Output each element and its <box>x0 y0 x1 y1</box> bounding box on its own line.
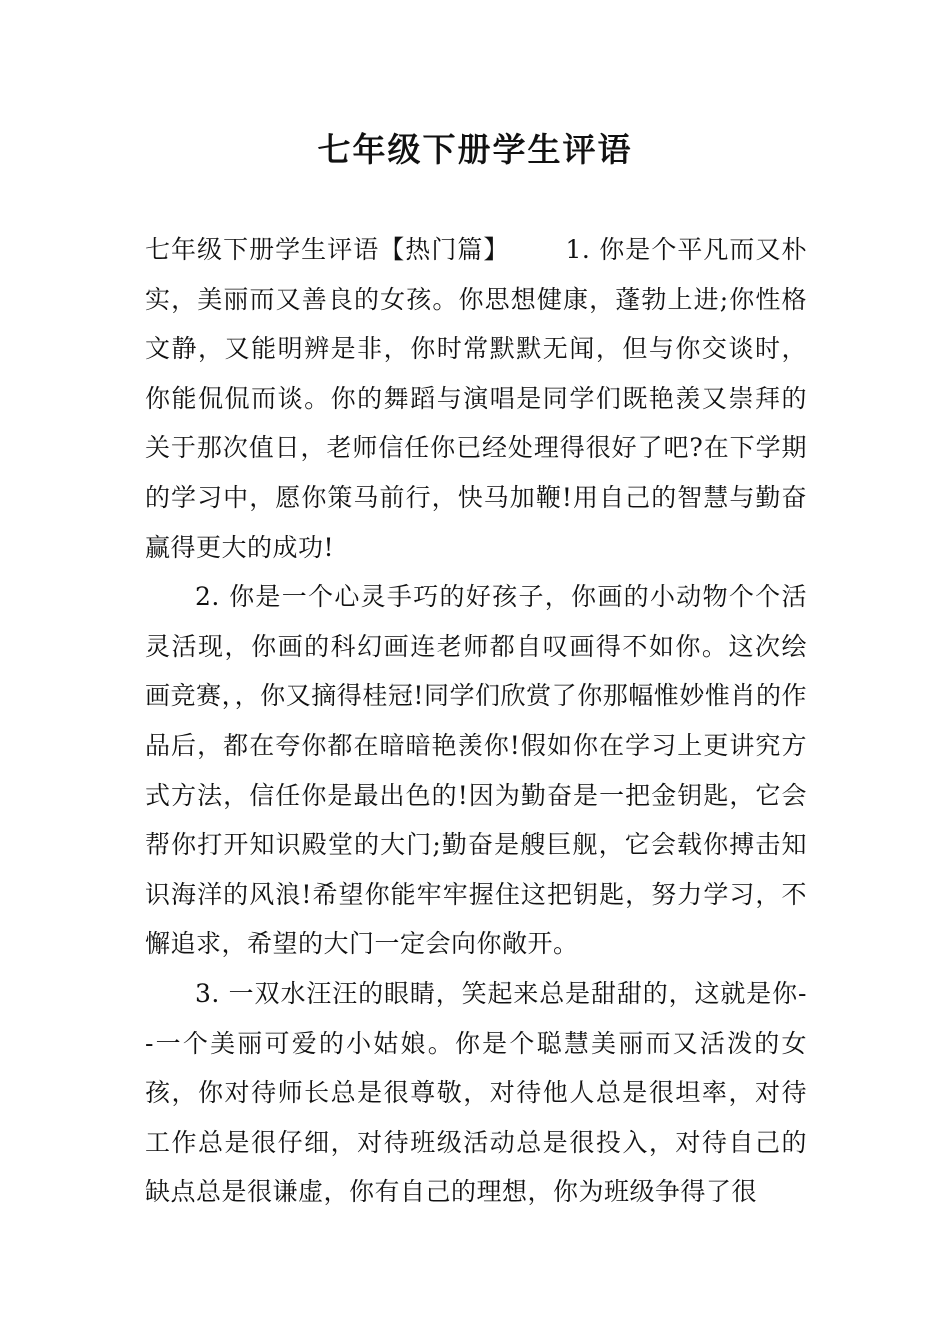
intro-heading: 七年级下册学生评语【热门篇】 <box>145 235 510 264</box>
paragraph-2: 2. 你是一个心灵手巧的好孩子，你画的小动物个个活灵活现，你画的科幻画连老师都自叹画得不如你。这次绘画竞赛，，你又摘得桂冠!同学们欣赏了你那幅惟妙惟肖的作品后，都在夸你都在暗暗艳羡你!假如你在学习上更讲究方式方法，信任你是最出色的!因为勤奋是一把金钥匙，它会帮你打开知识殿堂的大门;勤奋是艘巨舰，它会载你搏击知识海洋的风浪!希望你能牢牢握住这把钥匙，努力学习，不懈追求，希望的大门一定会向你敞开。 <box>145 582 807 959</box>
paragraph-1 <box>145 225 807 572</box>
document-title: 七年级下册学生评语 <box>317 130 633 169</box>
document-body <box>145 225 807 1217</box>
paragraph-1-text: 1. 你是个平凡而又朴实，美丽而又善良的女孩。你思想健康，蓬勃上进;你性格文静，又能明辨是非，你时常默默无闻，但与你交谈时，你能侃侃而谈。你的舞蹈与演唱是同学们既艳羡又崇拜的关于那次值日，老师信任你已经处理得很好了吧?在下学期的学习中，愿你策马前行，快马加鞭!用自己的智慧与勤奋赢得更大的成功! <box>145 235 807 562</box>
paragraph-3: 3. 一双水汪汪的眼睛，笑起来总是甜甜的，这就是你--一个美丽可爱的小姑娘。你是个聪慧美丽而又活泼的女孩，你对待师长总是很尊敬，对待他人总是很坦率，对待工作总是很仔细，对待班级活动总是很投入，对待自己的缺点总是很谦虚，你有自己的理想，你为班级争得了很 <box>145 978 807 1207</box>
